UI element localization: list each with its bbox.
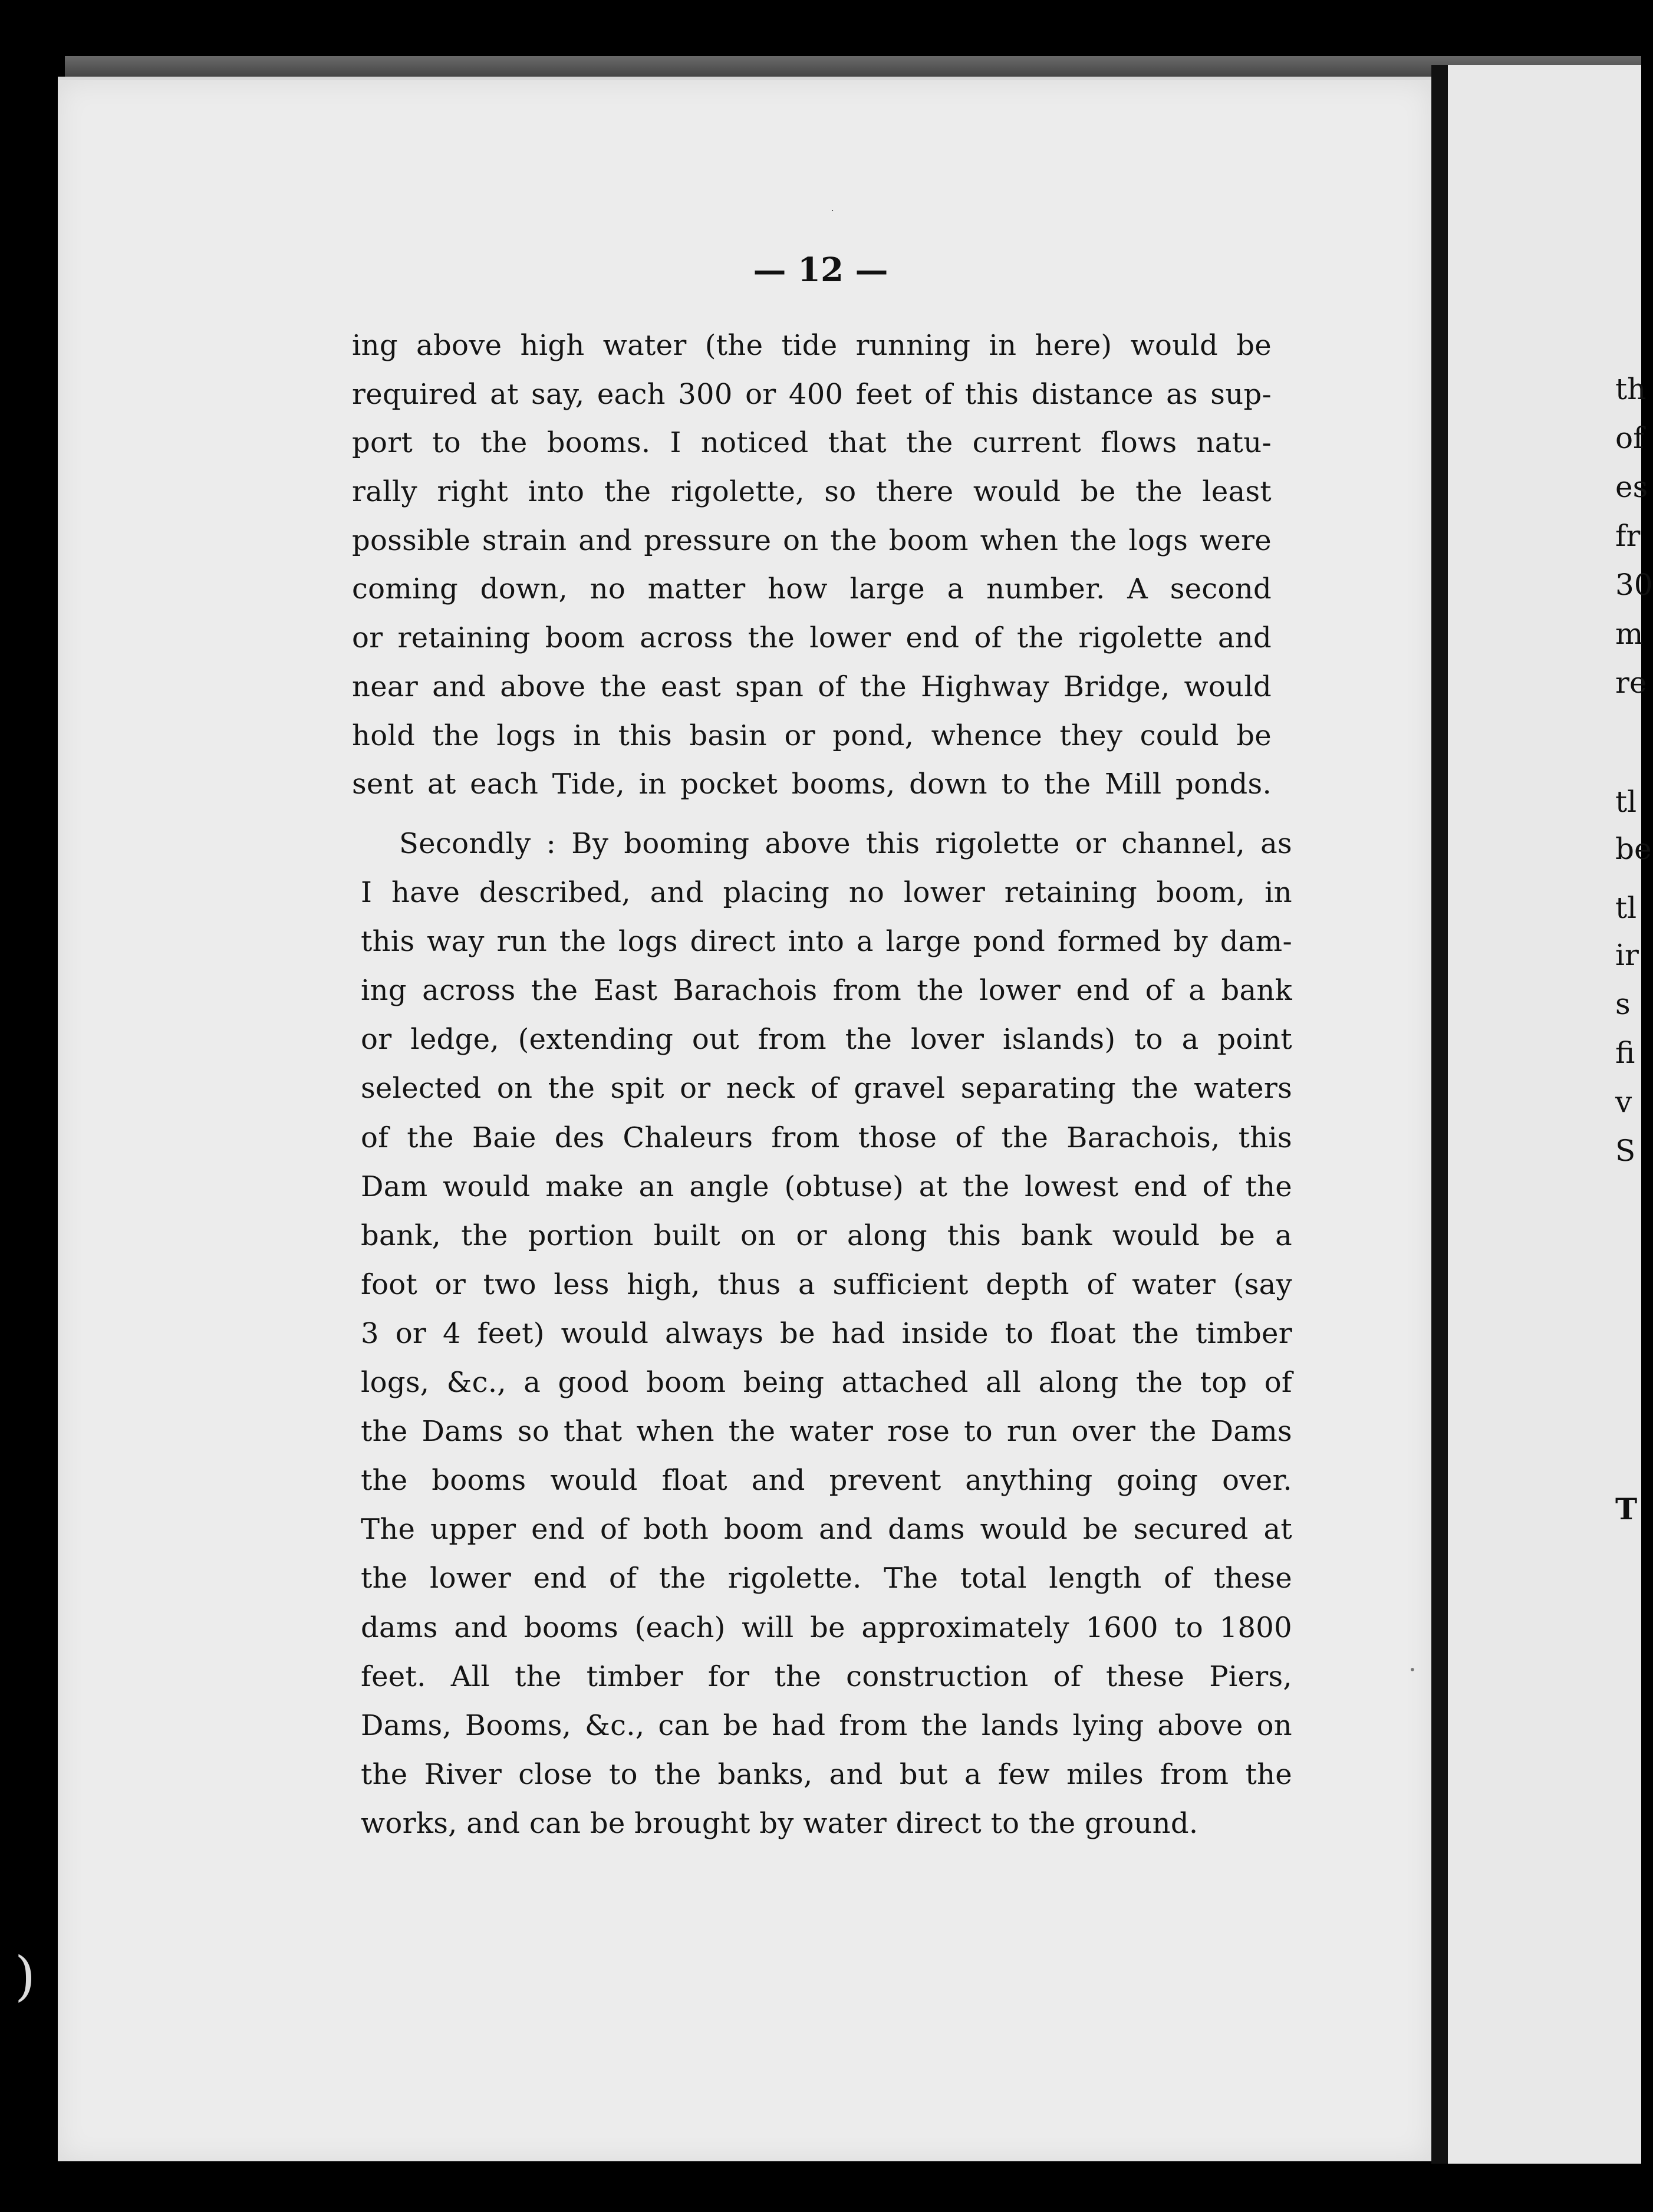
adjacent-fragment: S [1615, 1134, 1636, 1168]
adjacent-fragment: es [1615, 470, 1648, 504]
text-line: foot or two less high, thus a sufficient depth of water (say [361, 1268, 1292, 1301]
text-line: Secondly : By booming above this rigolette or channel, as [399, 827, 1292, 860]
adjacent-fragment: T [1615, 1492, 1638, 1526]
text-line: sent at each Tide, in pocket booms, down to the Mill ponds. [352, 768, 1272, 801]
page-right-partial [1448, 65, 1653, 2164]
text-line: or retaining boom across the lower end of the rigolette and [352, 621, 1272, 655]
text-line: the lower end of the rigolette. The total length of these [361, 1562, 1292, 1595]
scan-artifact: ) [15, 1946, 36, 2007]
text-line: 3 or 4 feet) would always be had inside to float the timber [361, 1316, 1292, 1350]
text-line: the booms would float and prevent anything going over. [361, 1464, 1292, 1497]
adjacent-fragment: v [1615, 1085, 1632, 1119]
text-line: selected on the spit or neck of gravel separating the waters [361, 1072, 1292, 1105]
adjacent-fragment: ir [1615, 938, 1639, 972]
adjacent-fragment: fi [1615, 1036, 1635, 1070]
adjacent-fragment: s [1615, 987, 1631, 1021]
page-number: — 12 — [753, 251, 888, 289]
text-line: hold the logs in this basin or pond, whence they could be [352, 719, 1272, 752]
text-line: port to the booms. I noticed that the current flows natu- [352, 426, 1272, 460]
text-line: ing across the East Barachois from the lower end of a bank [361, 974, 1292, 1008]
adjacent-fragment: 30 [1615, 568, 1653, 602]
text-line: required at say, each 300 or 400 feet of this distance as sup- [352, 377, 1272, 411]
paragraph-2 [361, 819, 1292, 1848]
text-line: near and above the east span of the Highway Bridge, would [352, 670, 1272, 703]
scan-artifact: · [831, 206, 834, 216]
text-line: Dams, Booms, &c., can be had from the lands lying above on [361, 1709, 1292, 1742]
scan-artifact: • [1409, 1663, 1416, 1677]
adjacent-fragment: tl [1615, 785, 1637, 819]
adjacent-fragment: tl [1615, 891, 1637, 925]
adjacent-fragment: th [1615, 372, 1647, 406]
text-line: the Dams so that when the water rose to run over the Dams [361, 1415, 1292, 1449]
adjacent-fragment: fr [1615, 519, 1641, 553]
text-line: The upper end of both boom and dams would be secured at [361, 1513, 1292, 1546]
text-line: of the Baie des Chaleurs from those of the Barachois, this [361, 1121, 1292, 1154]
text-line: or ledge, (extending out from the lover islands) to a point [361, 1023, 1292, 1056]
text-line: rally right into the rigolette, so there would be the least [352, 475, 1272, 509]
text-line: ing above high water (the tide running in here) would be [352, 329, 1272, 362]
text-line: logs, &c., a good boom being attached all along the top of [361, 1366, 1292, 1400]
paragraph-1 [352, 321, 1272, 809]
adjacent-fragment: m [1615, 617, 1644, 651]
text-line: works, and can be brought by water direct to the ground. [361, 1806, 1198, 1840]
text-line: possible strain and pressure on the boom when the logs were [352, 524, 1272, 557]
adjacent-fragment: re [1615, 666, 1647, 700]
adjacent-fragment: of [1615, 421, 1644, 455]
text-line: the River close to the banks, and but a few miles from the [361, 1757, 1292, 1791]
text-line: feet. All the timber for the construction of these Piers, [361, 1660, 1292, 1693]
text-line: this way run the logs direct into a large pond formed by dam- [361, 925, 1292, 959]
book-gutter [1431, 65, 1448, 2164]
text-line: dams and booms (each) will be approximately 1600 to 1800 [361, 1611, 1292, 1644]
text-line: bank, the portion built on or along this bank would be a [361, 1219, 1292, 1252]
adjacent-fragment: be [1615, 832, 1652, 866]
text-line: Dam would make an angle (obtuse) at the lowest end of the [361, 1170, 1292, 1203]
text-line: coming down, no matter how large a number. A second [352, 572, 1272, 606]
text-line: I have described, and placing no lower retaining boom, in [361, 876, 1292, 910]
